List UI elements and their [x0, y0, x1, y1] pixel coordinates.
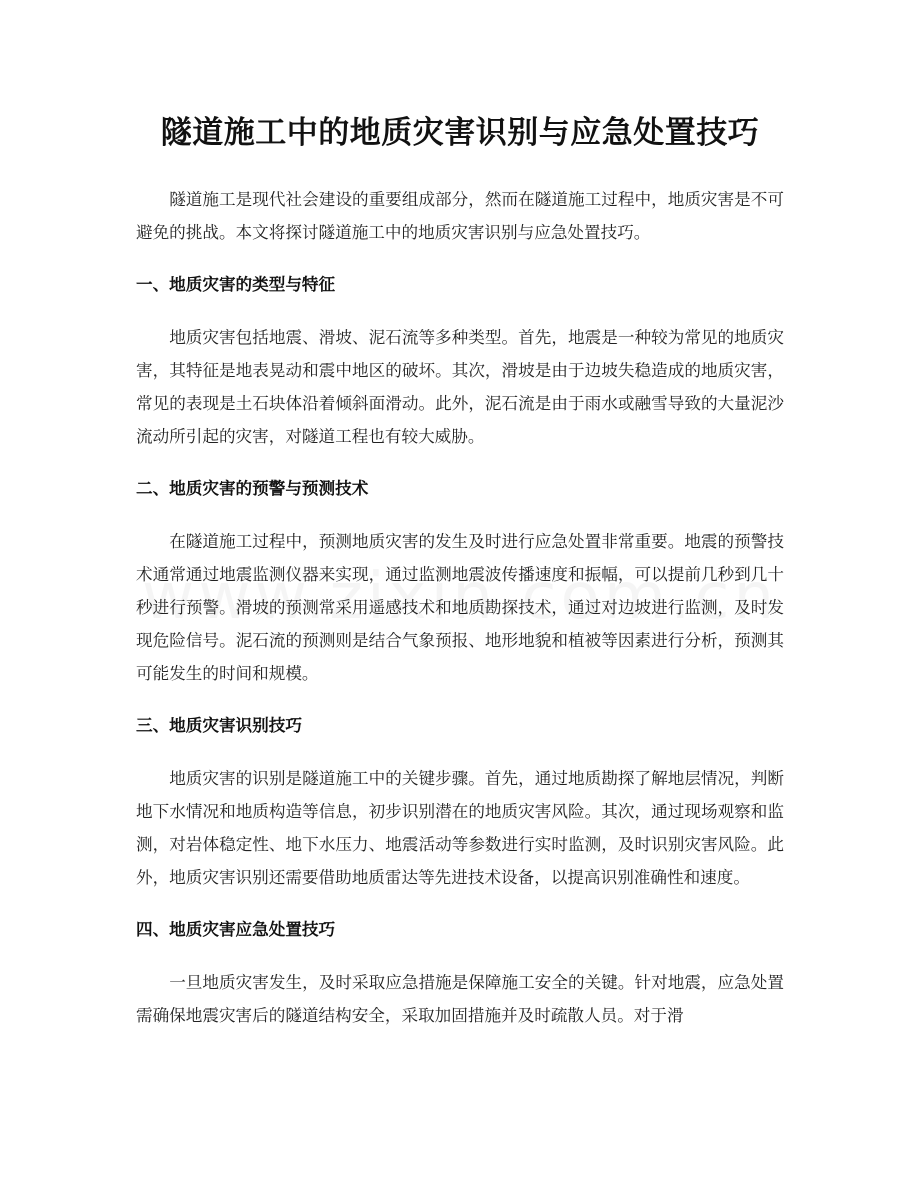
section-heading-3: 三、地质灾害识别技巧 [136, 716, 302, 735]
section-heading-2: 二、地质灾害的预警与预测技术 [136, 479, 369, 498]
section-body-2: 在隧道施工过程中，预测地质灾害的发生及时进行应急处置非常重要。地震的预警技术通常通过地震监测仪器来实现，通过监测地震波传播速度和振幅，可以提前几秒到几十秒进行预警。滑坡的预测常采用遥感技术和地质勘探技术，通过对边坡进行监测，及时发现危险信号。泥石流的预测则是结合气象预报、地形地貌和植被等因素进行分析，预测其可能发生的时间和规模。 [136, 532, 784, 683]
section-body-3: 地质灾害的识别是隧道施工中的关键步骤。首先，通过地质勘探了解地层情况，判断地下水情况和地质构造等信息，初步识别潜在的地质灾害风险。其次，通过现场观察和监测，对岩体稳定性、地下水压力、地震活动等参数进行实时监测，及时识别灾害风险。此外，地质灾害识别还需要借助地质雷达等先进技术设备，以提高识别准确性和速度。 [136, 769, 784, 887]
section-body-4: 一旦地质灾害发生，及时采取应急措施是保障施工安全的关键。针对地震，应急处置需确保地震灾害后的隧道结构安全，采取加固措施并及时疏散人员。对于滑 [136, 973, 784, 1025]
document-title: 隧道施工中的地质灾害识别与应急处置技巧 [160, 115, 760, 151]
intro-paragraph: 隧道施工是现代社会建设的重要组成部分，然而在隧道施工过程中，地质灾害是不可避免的挑战。本文将探讨隧道施工中的地质灾害识别与应急处置技巧。 [136, 190, 784, 242]
section-heading-4: 四、地质灾害应急处置技巧 [136, 920, 336, 939]
section-body-1: 地质灾害包括地震、滑坡、泥石流等多种类型。首先，地震是一种较为常见的地质灾害，其特征是地表晃动和震中地区的破坏。其次，滑坡是由于边坡失稳造成的地质灾害，常见的表现是土石块体沿着倾斜面滑动。此外，泥石流是由于雨水或融雪导致的大量泥沙流动所引起的灾害，对隧道工程也有较大威胁。 [136, 328, 784, 446]
section-heading-1: 一、地质灾害的类型与特征 [136, 275, 336, 294]
